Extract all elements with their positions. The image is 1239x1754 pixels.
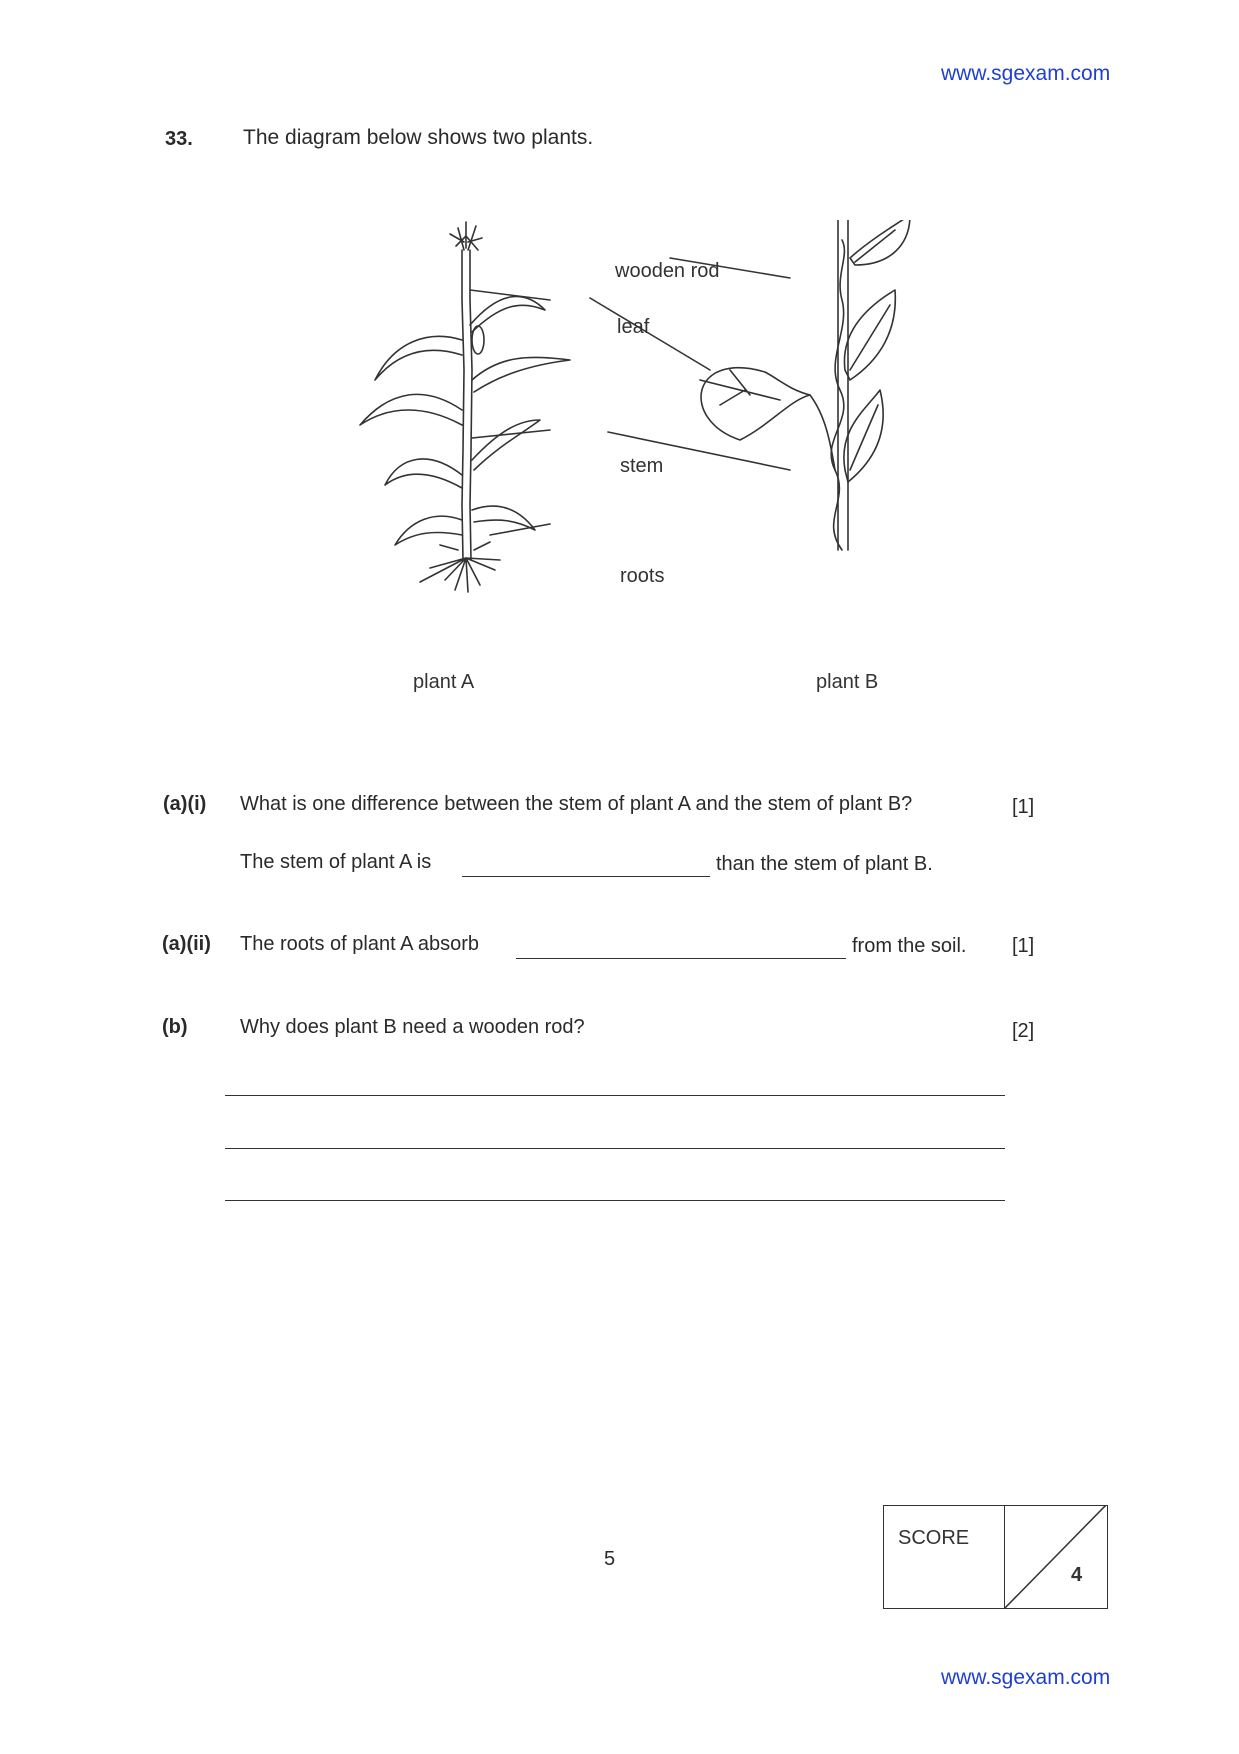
leader-roots (490, 524, 550, 535)
score-label: SCORE (898, 1527, 970, 1549)
score-value: 4 (1071, 1564, 1083, 1586)
part-a-ii-prefix: The roots of plant A absorb (240, 933, 480, 955)
label-roots: roots (620, 565, 665, 587)
part-b-label: (b) (162, 1016, 188, 1038)
leader-leaf-b (590, 298, 710, 370)
part-a-i-prefix: The stem of plant A is (240, 851, 432, 873)
part-a-i-marks: [1] (1012, 796, 1035, 818)
part-a-ii-suffix: from the soil. (852, 935, 967, 957)
label-wooden-rod: wooden rod (615, 260, 720, 282)
caption-plant-b: plant B (816, 671, 879, 693)
part-a-ii-marks: [1] (1012, 935, 1035, 957)
plant-a-drawing (360, 222, 570, 592)
part-a-ii-label: (a)(ii) (162, 933, 211, 955)
header-url[interactable]: www.sgexam.com (941, 62, 1111, 85)
part-a-ii-answer-blank[interactable] (516, 958, 846, 959)
part-b-question: Why does plant B need a wooden rod? (240, 1016, 585, 1038)
footer-url[interactable]: www.sgexam.com (941, 1666, 1111, 1689)
part-b-answer-line-3[interactable] (225, 1200, 1005, 1201)
label-stem: stem (620, 455, 664, 477)
label-leaf: leaf (617, 316, 650, 338)
score-slash (1004, 1505, 1106, 1609)
plant-b-drawing (700, 220, 910, 550)
question-intro: The diagram below shows two plants. (243, 126, 594, 149)
part-a-i-answer-blank[interactable] (462, 876, 710, 877)
page-number: 5 (604, 1548, 616, 1570)
part-a-i-suffix: than the stem of plant B. (716, 853, 933, 875)
part-b-marks: [2] (1012, 1020, 1035, 1042)
question-number: 33. (165, 128, 193, 150)
part-b-answer-line-2[interactable] (225, 1148, 1005, 1149)
part-b-answer-line-1[interactable] (225, 1095, 1005, 1096)
caption-plant-a: plant A (413, 671, 475, 693)
leader-leaf-a (470, 290, 550, 300)
leader-stem-a (472, 430, 550, 438)
part-a-i-question: What is one difference between the stem of plant A and the stem of plant B? (240, 793, 913, 815)
part-a-i-label: (a)(i) (163, 793, 207, 815)
